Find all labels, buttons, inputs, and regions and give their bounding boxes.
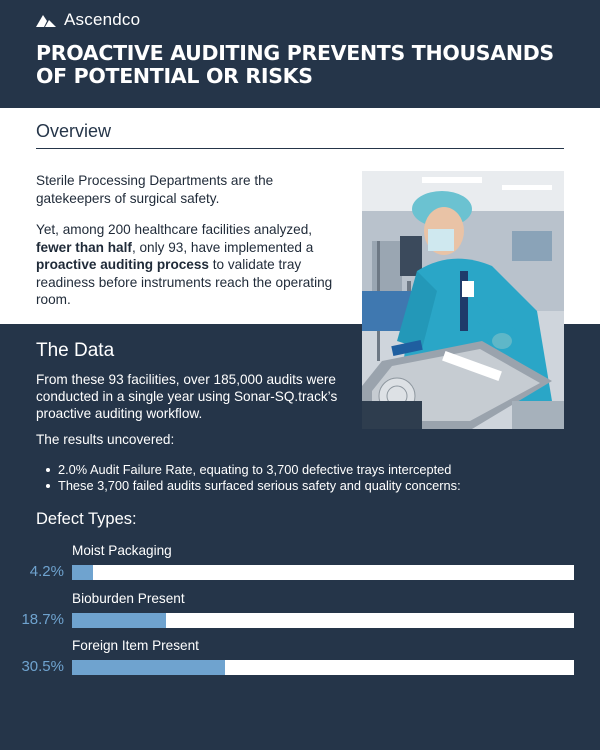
brand [36,10,140,30]
overview-divider [36,148,564,149]
overview-paragraph-1: Sterile Processing Departments are the gatekeepers of surgical safety. [36,173,274,206]
technician-photo [362,171,564,429]
defect-bar-track [72,565,574,580]
list-item: 2.0% Audit Failure Rate, equating to 3,700 defective trays intercepted [46,462,576,478]
defect-value-label: 18.7% [21,611,64,628]
defect-label: Bioburden Present [72,591,185,606]
overview-paragraph-2 [36,221,346,309]
list-item: These 3,700 failed audits surfaced serious safety and quality concerns: [46,478,576,494]
defect-label: Moist Packaging [72,543,172,558]
defect-bar-track [72,660,574,675]
ascendco-logo-icon [36,13,56,27]
overview-text-span: , only 93, have implemented a [131,239,314,255]
overview-text [36,172,346,323]
overview-title: Overview [36,121,112,141]
defect-row-foreign-item-present [0,638,600,678]
defect-bar-bioburden-present [72,613,166,628]
data-section-title: The Data [36,340,115,361]
defect-value-label: 4.2% [29,563,64,580]
defect-chart-title: Defect Types: [36,510,137,528]
data-intro-text: From these 93 facilities, over 185,000 audits were conducted in a single year using Sonar-SQ.track’s proactive auditing workflow. [36,372,338,421]
results-list [46,462,576,493]
defect-value-label: 30.5% [21,658,64,675]
defect-label: Foreign Item Present [72,638,199,653]
defect-bar-track [72,613,574,628]
defect-row-bioburden-present [0,591,600,631]
overview-text-span: Yet, among 200 healthcare facilities analyzed, [36,222,313,237]
defect-row-moist-packaging [0,543,600,583]
overview-emphasis: proactive auditing process [36,257,209,272]
headline: PROACTIVE AUDITING PREVENTS THOUSANDS OF POTENTIAL OR RISKS [36,41,554,88]
overview-emphasis: fewer than half [36,239,132,255]
results-lead: The results uncovered: [36,432,175,447]
brand-name: Ascendco [64,10,141,29]
defect-bar-moist-packaging [72,565,93,580]
defect-bar-foreign-item-present [72,660,225,675]
overview-text-span: to validate tray readiness before instruments reach the operating room. [36,257,333,307]
